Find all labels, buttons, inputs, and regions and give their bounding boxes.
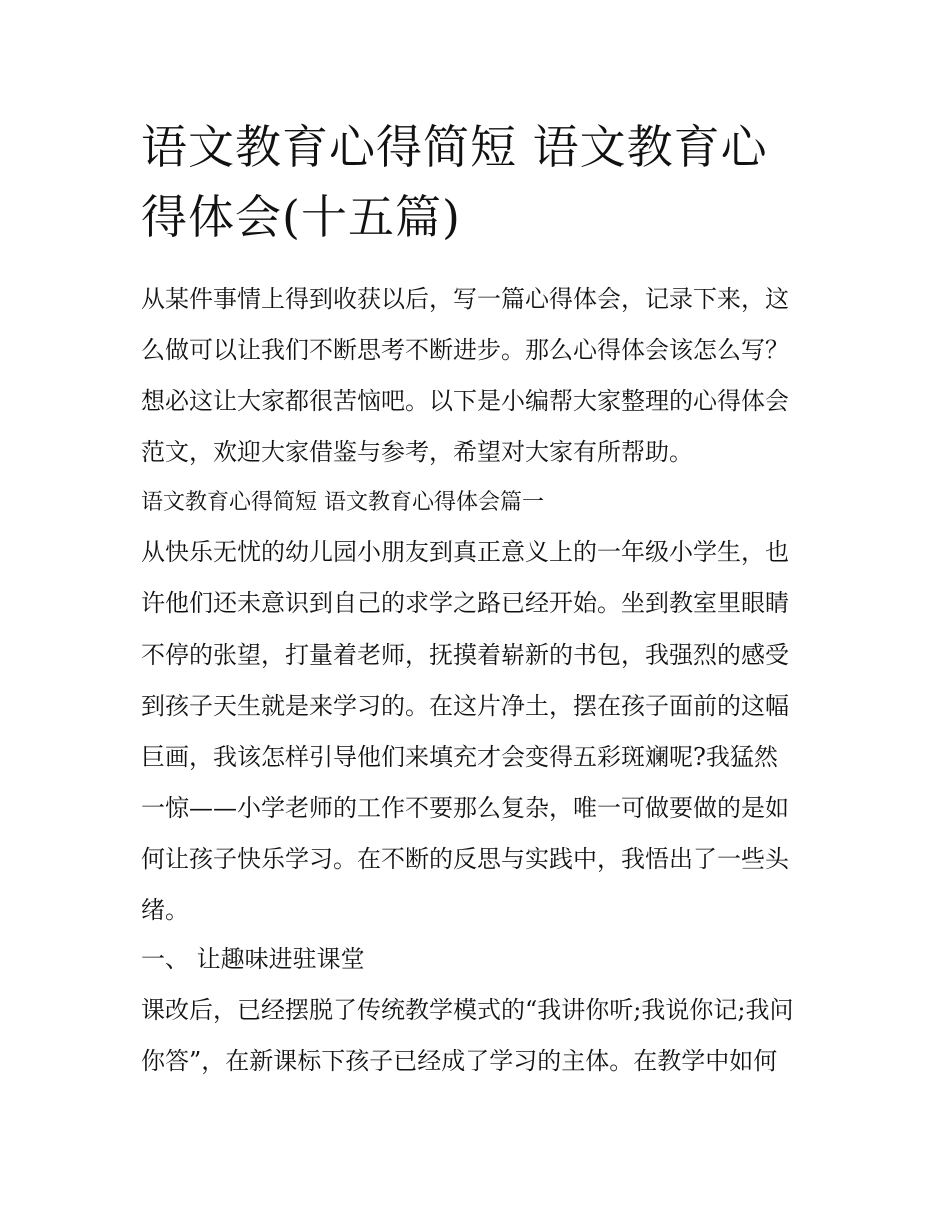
body-line-4: 到孩子天生就是来学习的。在这片净土，摆在孩子面前的这幅 bbox=[141, 692, 789, 720]
body-line-6: 一惊——小学老师的工作不要那么复杂，唯一可做要做的是如 bbox=[141, 794, 789, 822]
body-line-8: 绪。 bbox=[141, 896, 189, 924]
body-line-1: 从快乐无忧的幼儿园小朋友到真正意义上的一年级小学生，也 bbox=[141, 538, 789, 566]
title-line-1: 语文教育心得简短 语文教育心 bbox=[141, 120, 768, 174]
title-line-2: 得体会(十五篇) bbox=[141, 190, 461, 244]
body2-line-1: 课改后，已经摆脱了传统教学模式的“我讲你听;我说你记;我问 bbox=[141, 996, 794, 1024]
body-line-2: 许他们还未意识到自己的求学之路已经开始。坐到教室里眼睛 bbox=[141, 589, 789, 617]
intro-line-4: 范文，欢迎大家借鉴与参考，希望对大家有所帮助。 bbox=[141, 438, 693, 466]
section-heading: 语文教育心得简短 语文教育心得体会篇一 bbox=[141, 490, 544, 515]
body-line-5: 巨画，我该怎样引导他们来填充才会变得五彩斑斓呢?我猛然 bbox=[141, 743, 778, 771]
intro-line-2: 么做可以让我们不断思考不断进步。那么心得体会该怎么写？ bbox=[141, 336, 789, 364]
body2-line-2: 你答”，在新课标下孩子已经成了学习的主体。在教学中如何 bbox=[141, 1047, 778, 1075]
intro-line-3: 想必这让大家都很苦恼吧。以下是小编帮大家整理的心得体会 bbox=[141, 387, 789, 415]
body-line-7: 何让孩子快乐学习。在不断的反思与实践中，我悟出了一些头 bbox=[141, 845, 789, 873]
document-title bbox=[141, 112, 821, 252]
intro-line-1: 从某件事情上得到收获以后，写一篇心得体会，记录下来，这 bbox=[141, 285, 789, 313]
subheading: 一、 让趣味进驻课堂 bbox=[141, 945, 365, 973]
body-line-3: 不停的张望，打量着老师，抚摸着崭新的书包，我强烈的感受 bbox=[141, 641, 789, 669]
